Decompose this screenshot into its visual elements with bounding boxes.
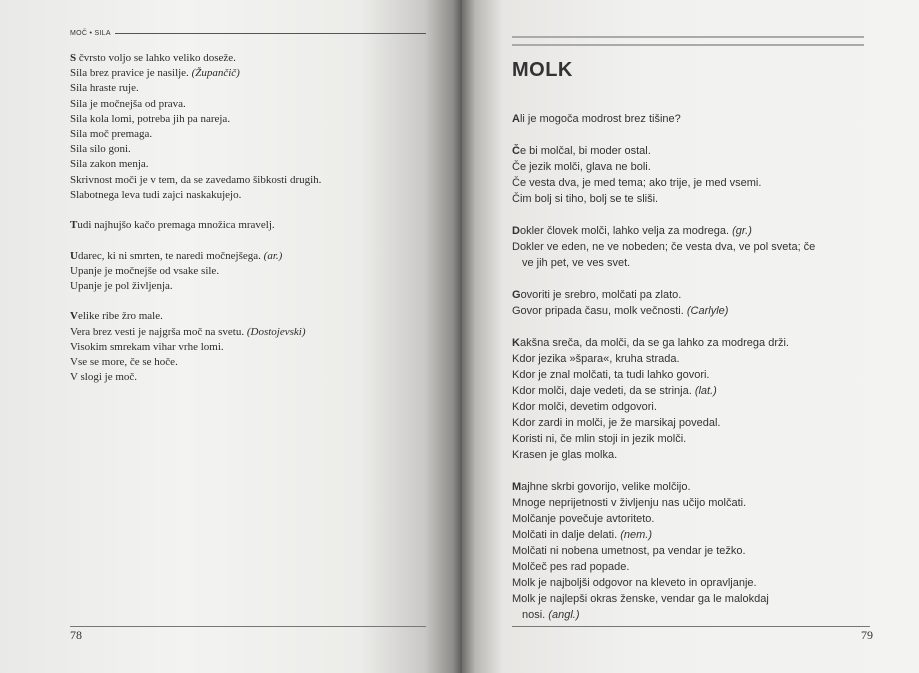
quote-line (70, 188, 420, 203)
initial-letter: Č (512, 145, 520, 157)
quote-paragraph (70, 249, 420, 295)
quote-line (512, 239, 872, 255)
quote-line (512, 575, 872, 591)
initial-letter: S (70, 52, 77, 64)
quote-line (70, 355, 420, 370)
initial-letter: G (512, 289, 521, 301)
quote-line (512, 543, 872, 559)
quote-line (70, 264, 420, 279)
quote-line (512, 351, 872, 367)
quote-line (512, 159, 872, 175)
quote-source: (Carlyle) (686, 305, 729, 317)
running-head (70, 30, 426, 37)
quote-line (70, 157, 420, 172)
quote-text: Sila kola lomi, potreba jih pa nareja. (70, 112, 231, 125)
initial-letter: U (70, 249, 78, 262)
quote-line (70, 340, 420, 355)
quote-text: darec, ki ni smrten, te naredi močnejšega. (77, 249, 264, 262)
quote-line (512, 111, 872, 127)
quote-text: udi najhujšo kačo premaga množica mravelj. (77, 219, 275, 232)
quote-line (70, 51, 420, 66)
quote-line (512, 415, 872, 431)
quote-line (512, 559, 872, 575)
quote-text: Sila hraste ruje. (70, 82, 139, 95)
quote-line (512, 143, 872, 159)
quote-line (512, 175, 872, 191)
quote-source: (lat.) (694, 385, 717, 397)
quote-line (70, 249, 420, 264)
quote-line (512, 479, 872, 495)
quote-text: Če vesta dva, je med tema; ako trije, je med vsemi. (512, 177, 762, 189)
quote-line (70, 173, 420, 188)
quote-line (512, 335, 872, 351)
page-number: 79 (861, 628, 873, 642)
quote-text: Dokler ve eden, ne ve nobeden; če vesta dva, ve pol sveta; če (512, 241, 816, 253)
quote-text: Sila zakon menja. (70, 158, 149, 171)
footer-rule (512, 626, 870, 627)
quote-line (512, 367, 872, 383)
quote-text: ve jih pet, ve ves svet. (522, 257, 631, 269)
right-page (462, 0, 919, 673)
quote-source: (nem.) (620, 529, 653, 541)
quote-text: Če jezik molči, glava ne boli. (512, 161, 651, 173)
initial-letter: A (512, 113, 520, 125)
quote-line (512, 191, 872, 207)
chapter-title: MOLK (512, 59, 573, 81)
quote-line (512, 431, 872, 447)
initial-letter: T (70, 219, 78, 232)
quote-line (70, 218, 420, 233)
initial-letter: M (512, 481, 522, 493)
quote-text: Kdor je znal molčati, ta tudi lahko govori. (512, 369, 710, 381)
quote-text: Molčati ni nobena umetnost, pa vendar je težko. (512, 545, 746, 557)
quote-line (70, 112, 420, 127)
left-page-body (70, 51, 420, 401)
quote-text: Kdor jezika »špara«, kruha strada. (512, 353, 680, 365)
quote-text: Sila brez pravice je nasilje. (70, 67, 192, 80)
quote-line (512, 303, 872, 319)
quote-line (512, 223, 872, 239)
quote-line (512, 527, 872, 543)
quote-paragraph (512, 335, 872, 463)
quote-text: ovoriti je srebro, molčati pa zlato. (520, 289, 682, 301)
quote-paragraph (512, 111, 872, 127)
quote-line (70, 81, 420, 96)
quote-text: Vera brez vesti je najgrša moč na svetu. (70, 325, 247, 338)
quote-text: Upanje je pol življenja. (70, 280, 173, 293)
quote-text: ajhne skrbi govorijo, velike molčijo. (521, 481, 691, 493)
quote-text: Kdor molči, devetim odgovori. (512, 401, 657, 413)
quote-line (512, 255, 872, 271)
quote-paragraph (512, 143, 872, 207)
quote-line (512, 383, 872, 399)
quote-source: (angl.) (548, 609, 580, 621)
quote-text: li je mogoča modrost brez tišine? (519, 113, 681, 125)
quote-text: Molčeč pes rad popade. (512, 561, 630, 573)
quote-line (70, 309, 420, 324)
initial-letter: K (512, 337, 520, 349)
quote-source: (gr.) (732, 225, 752, 237)
quote-text: Molčati in dalje delati. (512, 529, 621, 541)
running-head-rule (115, 33, 426, 34)
quote-text: Visokim smrekam vihar vrhe lomi. (70, 340, 224, 353)
quote-text: Upanje je močnejše od vsake sile. (70, 264, 220, 277)
quote-text: Slabotnega leva tudi zajci naskakujejo. (70, 188, 242, 201)
quote-text: Skrivnost moči je v tem, da se zavedamo šibkosti drugih. (70, 173, 322, 186)
quote-text: Molčanje povečuje avtoriteto. (512, 513, 655, 525)
running-head-text: MOČ • SILA (70, 30, 111, 37)
quote-text: Govor pripada času, molk večnosti. (512, 305, 687, 317)
page-number: 78 (70, 628, 82, 642)
quote-paragraph (512, 287, 872, 319)
quote-line (512, 287, 872, 303)
quote-text: Sila silo goni. (70, 143, 131, 156)
quote-text: V slogi je moč. (70, 371, 138, 384)
quote-source: (ar.) (263, 249, 283, 262)
quote-text: Kdor zardi in molči, je že marsikaj povedal. (512, 417, 721, 429)
quote-text: nosi. (522, 609, 549, 621)
quote-text: akšna sreča, da molči, da se ga lahko za modrega drži. (519, 337, 789, 349)
quote-line (70, 142, 420, 157)
quote-line (70, 370, 420, 385)
quote-paragraph (70, 218, 420, 233)
header-double-rule (512, 36, 864, 46)
quote-line (512, 607, 872, 623)
quote-text: Molk je najboljši odgovor na kleveto in opravljanje. (512, 577, 757, 589)
quote-line (512, 399, 872, 415)
quote-line (70, 97, 420, 112)
quote-text: Sila moč premaga. (70, 128, 153, 141)
quote-text: elike ribe žro male. (77, 310, 163, 323)
initial-letter: D (512, 225, 520, 237)
quote-line (70, 66, 420, 81)
quote-paragraph (512, 223, 872, 271)
quote-paragraph (70, 51, 420, 203)
quote-text: Kdor molči, daje vedeti, da se strinja. (512, 385, 695, 397)
quote-line (70, 325, 420, 340)
quote-line (512, 495, 872, 511)
quote-source: (Dostojevski) (246, 325, 306, 338)
quote-text: Krasen je glas molka. (512, 449, 618, 461)
quote-text: Molk je najlepši okras ženske, vendar ga le malokdaj (512, 593, 769, 605)
quote-source: (Župančič) (191, 67, 240, 80)
quote-line (70, 127, 420, 142)
quote-text: Koristi ni, če mlin stoji in jezik molči. (512, 433, 687, 445)
quote-line (512, 447, 872, 463)
initial-letter: V (70, 310, 78, 323)
quote-paragraph (70, 309, 420, 385)
quote-text: Sila je močnejša od prava. (70, 97, 186, 110)
quote-text: čvrsto voljo se lahko veliko doseže. (76, 52, 236, 64)
quote-line (70, 279, 420, 294)
quote-line (512, 511, 872, 527)
quote-paragraph (512, 479, 872, 623)
quote-text: okler človek molči, lahko velja za modrega. (519, 225, 733, 237)
footer-rule (70, 626, 426, 627)
quote-text: Čim bolj si tiho, bolj se te sliši. (512, 193, 659, 205)
quote-text: Vse se more, če se hoče. (70, 356, 178, 369)
quote-text: e bi molčal, bi moder ostal. (519, 145, 651, 157)
quote-line (512, 591, 872, 607)
quote-text: Mnoge neprijetnosti v življenju nas učijo molčati. (512, 497, 747, 509)
right-page-body (512, 111, 872, 639)
